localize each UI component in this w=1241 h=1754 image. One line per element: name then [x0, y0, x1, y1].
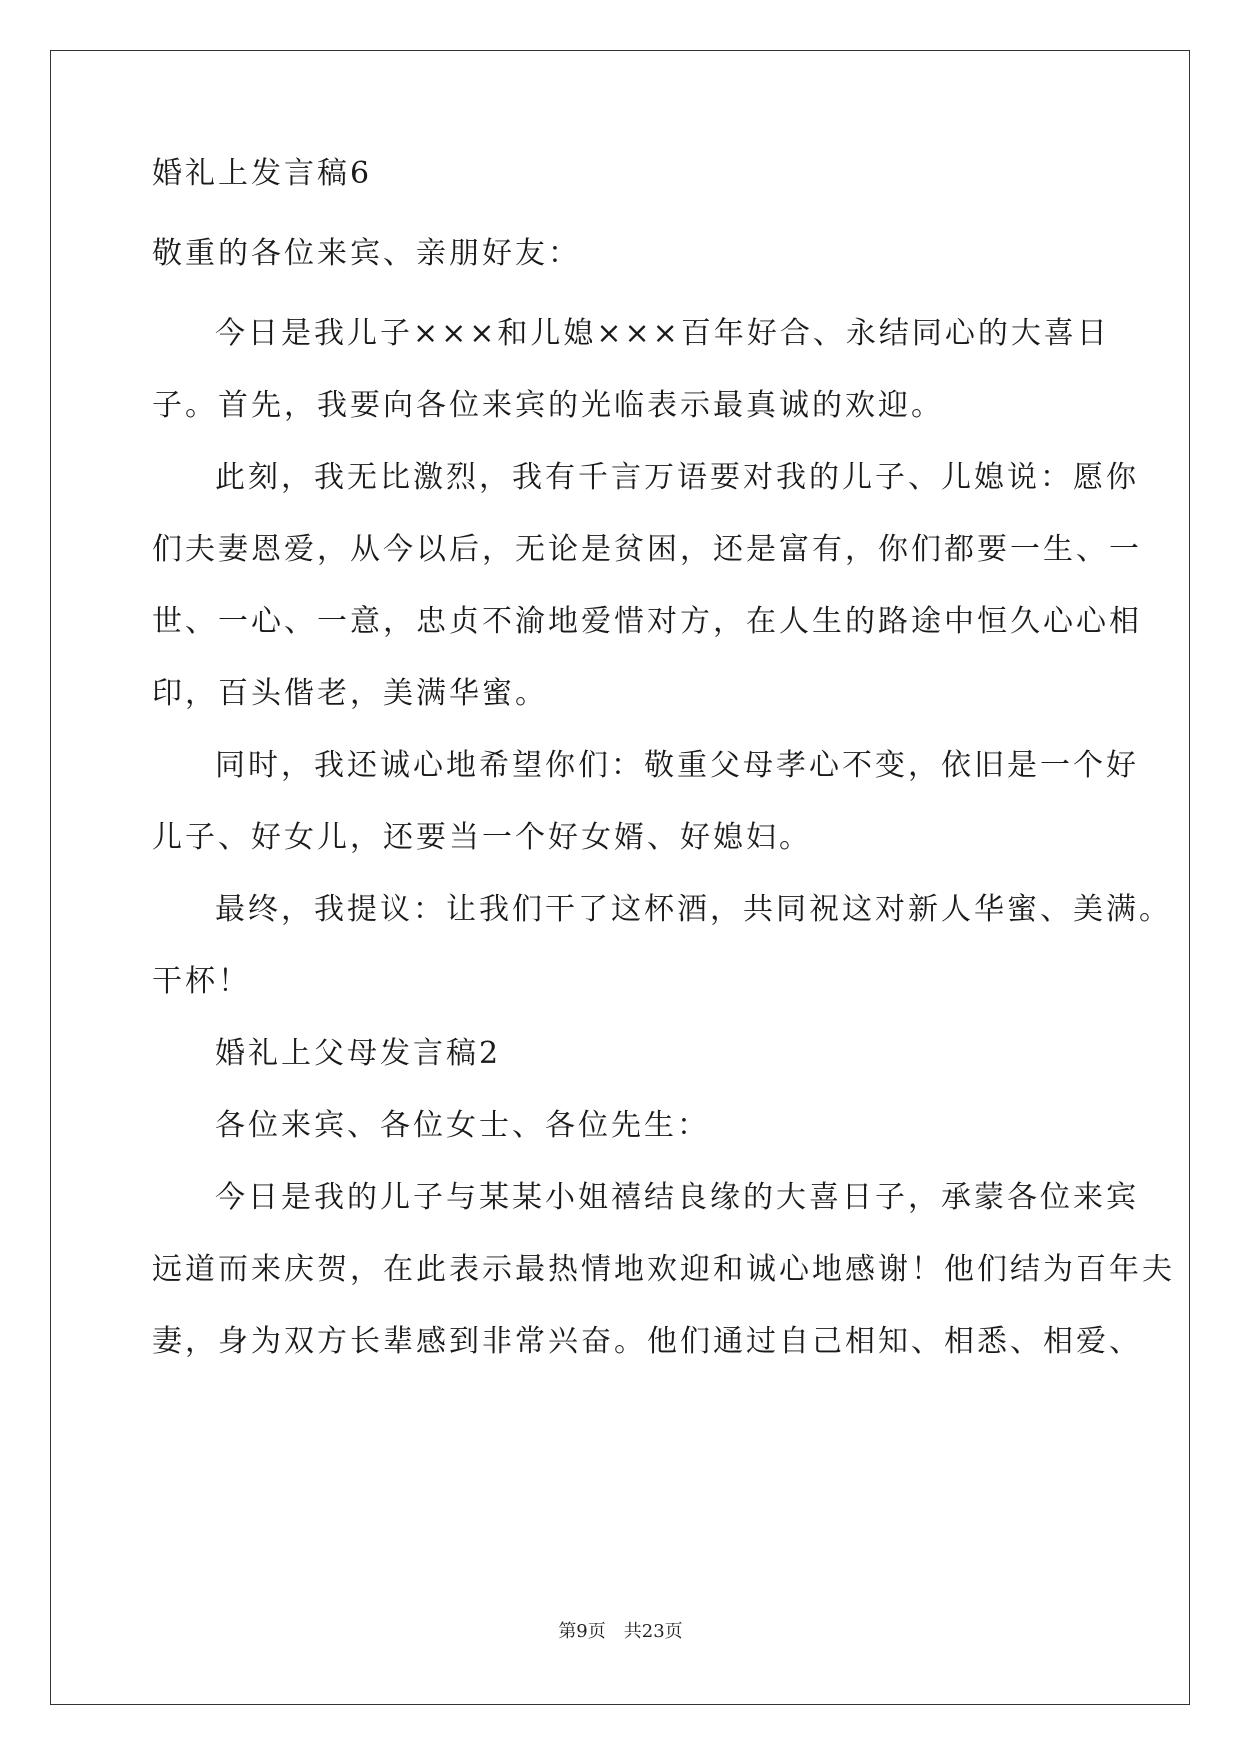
- section-title-1: 婚礼上发言稿6: [152, 156, 373, 191]
- paragraph-line: 远道而来庆贺，在此表示最热情地欢迎和诚心地感谢！他们结为百年夫: [152, 1252, 1175, 1287]
- section-title-2: 婚礼上父母发言稿2: [215, 1036, 502, 1071]
- page-number: 第9页: [558, 1621, 606, 1642]
- paragraph-line: 妻，身为双方长辈感到非常兴奋。他们通过自己相知、相悉、相爱、: [152, 1324, 1142, 1359]
- paragraph-line: 今日是我儿子×××和儿媳×××百年好合、永结同心的大喜日: [215, 316, 1110, 351]
- paragraph-line: 子。首先，我要向各位来宾的光临表示最真诚的欢迎。: [152, 388, 944, 423]
- page-border: [50, 50, 1190, 1705]
- page-total: 共23页: [623, 1621, 683, 1642]
- paragraph-line: 此刻，我无比激烈，我有千言万语要对我的儿子、儿媳说：愿你: [215, 460, 1139, 495]
- paragraph-line: 最终，我提议：让我们干了这杯酒，共同祝这对新人华蜜、美满。: [215, 892, 1172, 927]
- salutation-1: 敬重的各位来宾、亲朋好友：: [152, 236, 581, 271]
- paragraph-line: 们夫妻恩爱，从今以后，无论是贫困，还是富有，你们都要一生、一: [152, 532, 1142, 567]
- paragraph-line: 印，百头偕老，美满华蜜。: [152, 676, 548, 711]
- paragraph-line: 干杯！: [152, 964, 251, 999]
- salutation-2: 各位来宾、各位女士、各位先生：: [215, 1108, 710, 1143]
- paragraph-line: 儿子、好女儿，还要当一个好女婿、好媳妇。: [152, 820, 812, 855]
- paragraph-line: 同时，我还诚心地希望你们：敬重父母孝心不变，依旧是一个好: [215, 748, 1139, 783]
- paragraph-line: 世、一心、一意，忠贞不渝地爱惜对方，在人生的路途中恒久心心相: [152, 604, 1142, 639]
- paragraph-line: 今日是我的儿子与某某小姐禧结良缘的大喜日子，承蒙各位来宾: [215, 1180, 1139, 1215]
- page-footer: [0, 1620, 1241, 1644]
